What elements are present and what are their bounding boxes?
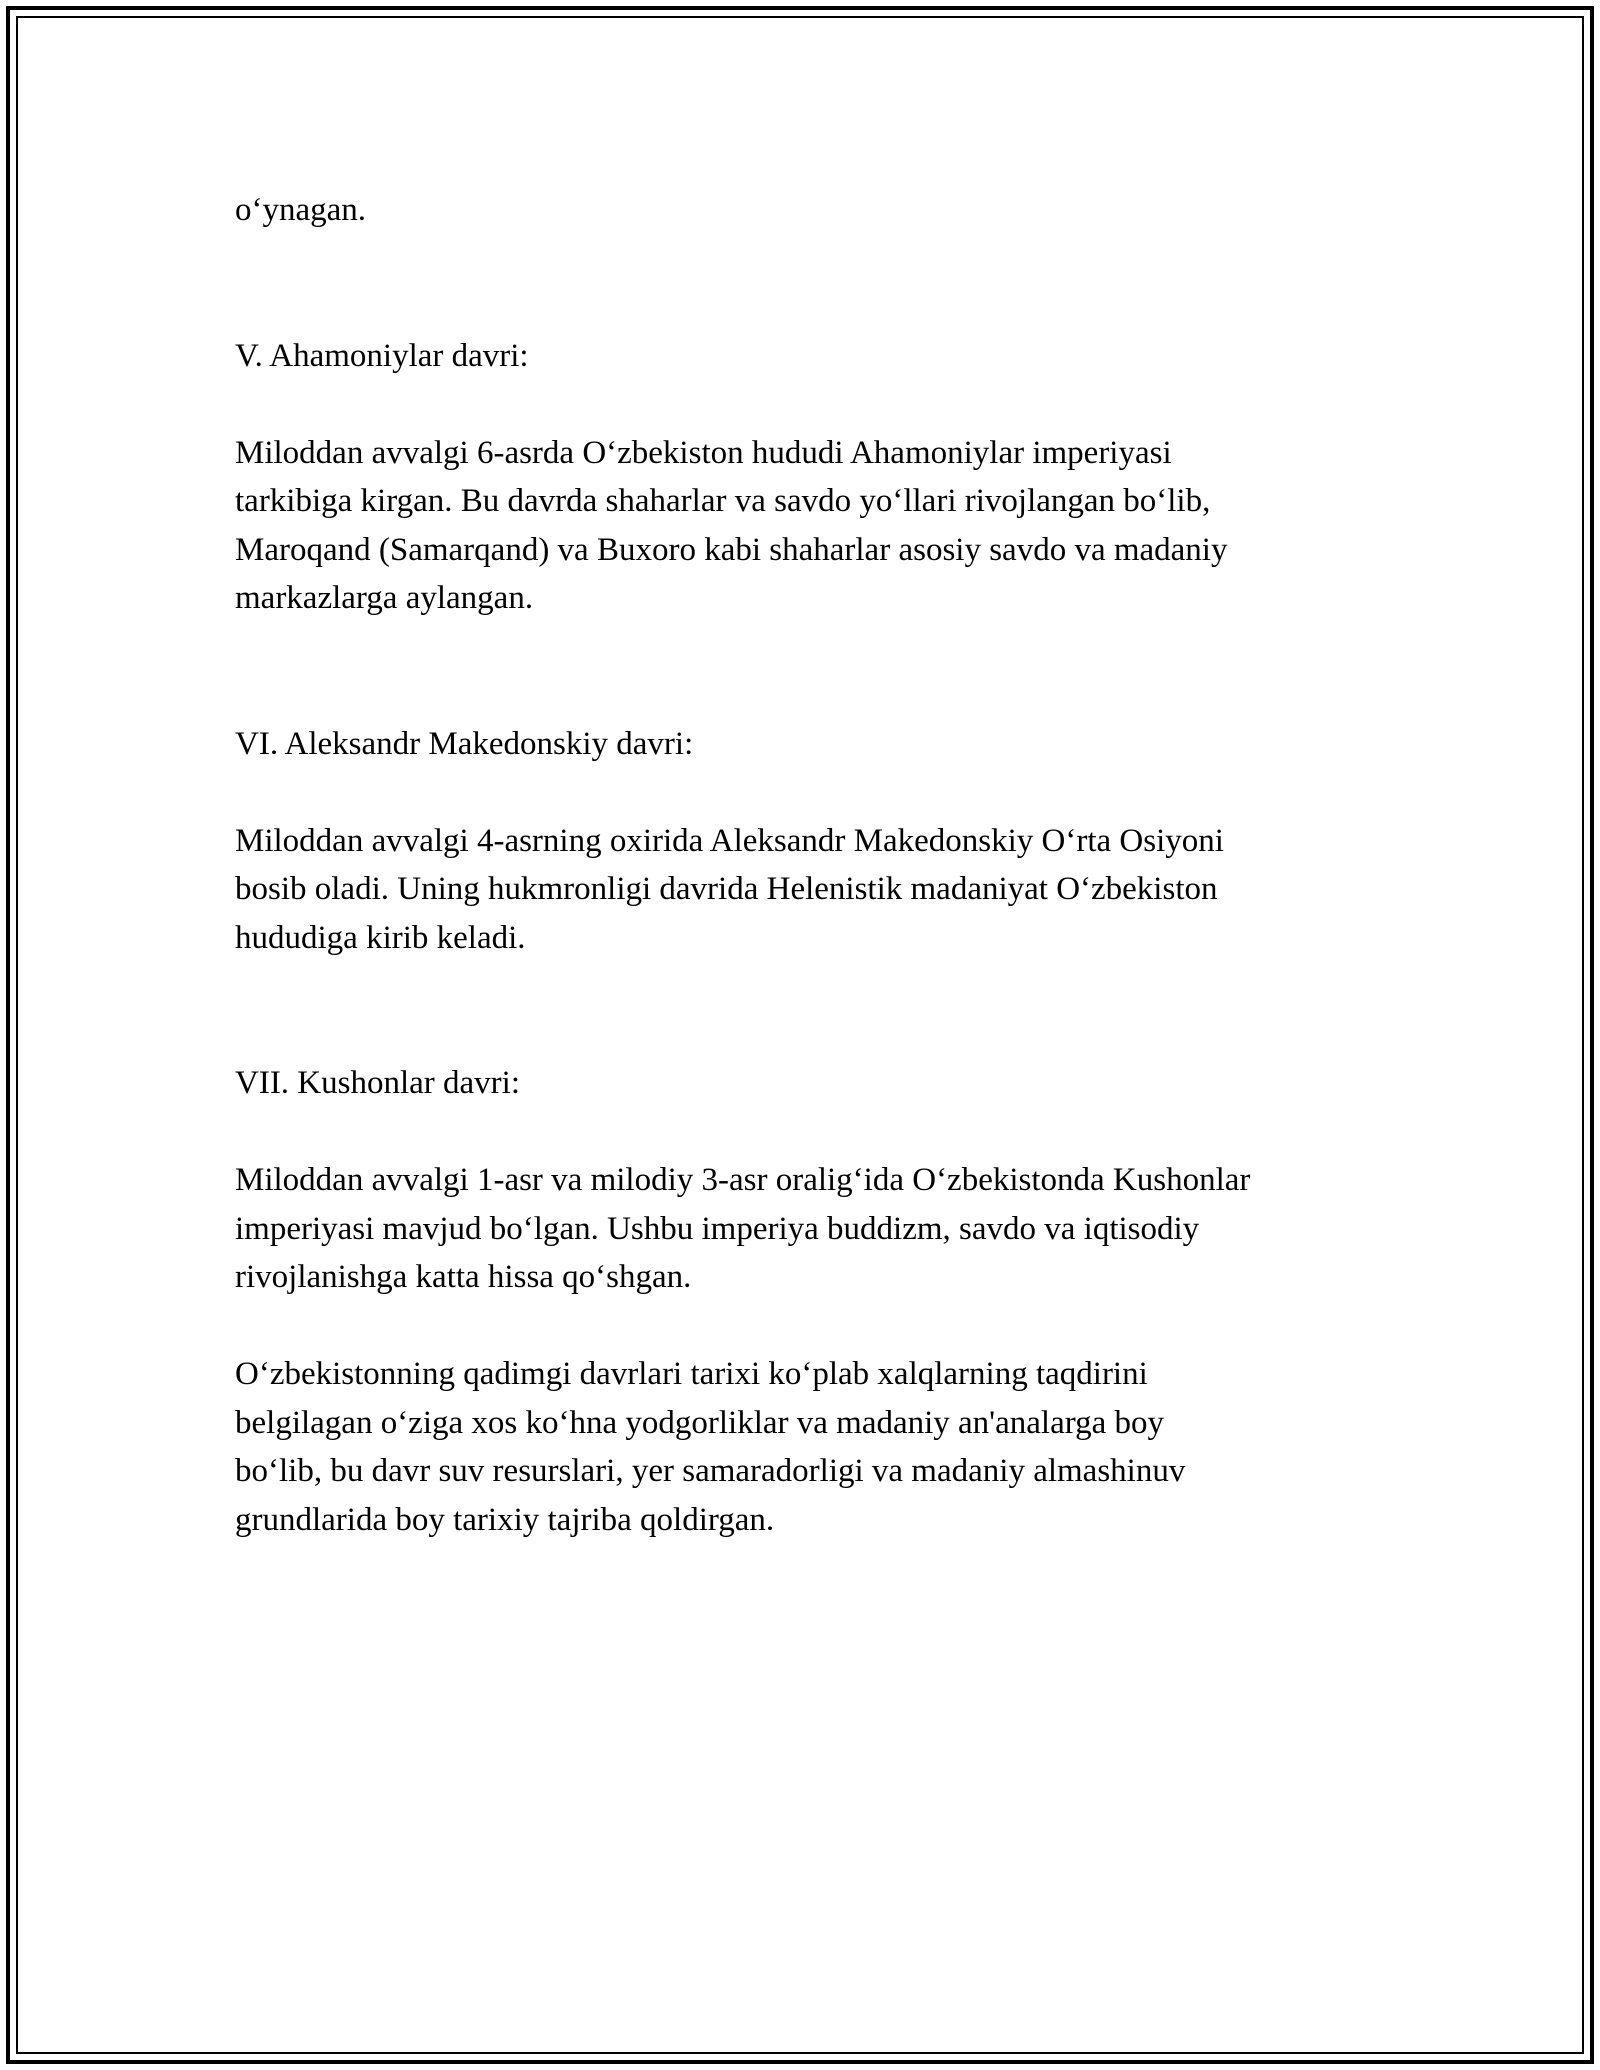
- section-text: Miloddan avvalgi 1-asr va milodiy 3-asr oralig‘ida O‘zbekistonda Kushonlar imperiyasi mavjud bo‘lgan. Ushbu imperiya buddizm, savdo va iqtisodiy rivojlanishga katta hissa qo‘shgan.: [235, 1162, 1251, 1295]
- section-kushonlar: [235, 1011, 1415, 1302]
- section-heading: VI. Aleksandr Makedonskiy davri:: [235, 725, 694, 762]
- section-heading: V. Ahamoniylar davri:: [235, 337, 529, 374]
- section-heading: VII. Kushonlar davri:: [235, 1065, 521, 1101]
- conclusion-paragraph: O‘zbekistonning qadimgi davrlari tarixi ko‘plab xalqlarning taqdirini belgilagan o‘ziga xos ko‘hna yodgorliklar va madaniy an'analarga boy bo‘lib, bu davr suv resurslari, yer samaradorligi va madaniy almashinuv grundlarida boy tarixiy tajriba qoldirgan.: [235, 1356, 1186, 1538]
- section-makedonskiy: [235, 671, 1415, 962]
- section-text: Miloddan avvalgi 4-asrning oxirida Aleksandr Makedonskiy O‘rta Osiyoni bosib oladi. Uning hukmronligi davrida Helenistik madaniyat O‘zbekiston hududiga kirib keladi.: [235, 822, 1224, 956]
- continuation-paragraph: o‘ynagan.: [235, 192, 367, 228]
- document-body: [235, 186, 1415, 1593]
- section-ahamoniylar: [235, 283, 1415, 623]
- section-text: Miloddan avvalgi 6-asrda O‘zbekiston hududi Ahamoniylar imperiyasi tarkibiga kirgan. Bu davrda shaharlar va savdo yo‘llari rivojlangan bo‘lib, Maroqand (Samarqand) va Buxoro kabi shaharlar asosiy savdo va madaniy markazlarga aylangan.: [235, 434, 1228, 616]
